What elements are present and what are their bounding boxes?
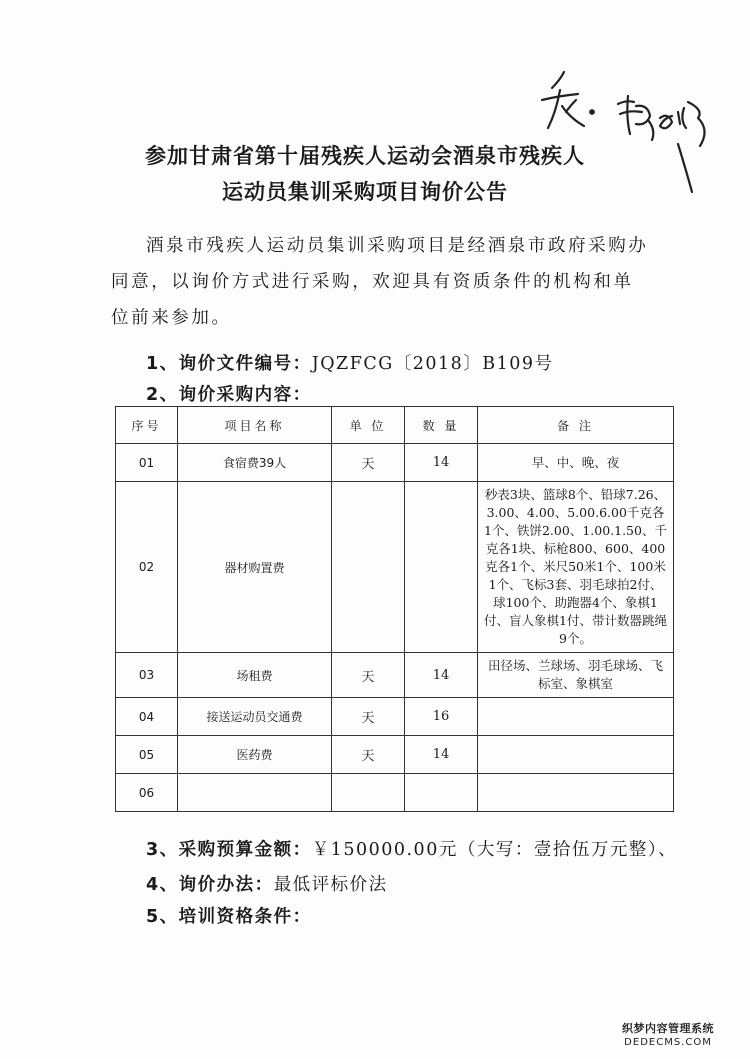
header-unit: 单 位 [332, 407, 405, 444]
cell-unit: 天 [332, 444, 405, 482]
cell-unit: 天 [332, 653, 405, 698]
header-name: 项目名称 [178, 407, 332, 444]
item-budget-amount-value: ￥150000.00元（大写：壹拾伍万元整）、 [311, 840, 678, 860]
item-budget-amount [146, 836, 677, 861]
cell-qty: 14 [405, 736, 478, 774]
procurement-table [115, 406, 674, 812]
intro-paragraph: 酒泉市残疾人运动员集训采购项目是经酒泉市政府采购办同意，以询价方式进行采购，欢迎具有资质条件的机构和单位前来参加。 [111, 236, 649, 328]
cell-unit [332, 774, 405, 812]
table-row [116, 698, 674, 736]
cell-qty: 16 [405, 698, 478, 736]
cell-unit: 天 [332, 698, 405, 736]
cell-seq: 02 [116, 482, 178, 653]
cell-note [478, 698, 674, 736]
item-procurement-content [146, 381, 312, 406]
item-inquiry-method [146, 871, 388, 896]
cell-seq: 01 [116, 444, 178, 482]
table-row [116, 444, 674, 482]
table-row [116, 653, 674, 698]
table-header-row [116, 407, 674, 444]
item-inquiry-number [146, 350, 554, 375]
cell-name: 医药费 [178, 736, 332, 774]
document-title-line1: 参加甘肃省第十届残疾人运动会酒泉市残疾人 [145, 144, 585, 168]
cell-seq: 04 [116, 698, 178, 736]
header-qty: 数 量 [405, 407, 478, 444]
cell-unit: 天 [332, 736, 405, 774]
cell-qty [405, 482, 478, 653]
item-inquiry-number-label: 1、询价文件编号： [146, 354, 312, 374]
watermark-line2: DEDECMS.COM [624, 1037, 712, 1048]
cell-qty [405, 774, 478, 812]
cell-name: 接送运动员交通费 [178, 698, 332, 736]
cell-note: 田径场、兰球场、羽毛球场、飞标室、象棋室 [478, 653, 674, 698]
item-inquiry-number-value: JQZFCG〔2018〕B109号 [311, 354, 554, 374]
cell-seq: 06 [116, 774, 178, 812]
cell-name [178, 774, 332, 812]
item-inquiry-method-value: 最低评标价法 [273, 875, 388, 895]
cell-name: 食宿费39人 [178, 444, 332, 482]
cell-qty: 14 [405, 653, 478, 698]
cell-name: 场租费 [178, 653, 332, 698]
document-title-line2: 运动员集训采购项目询价公告 [222, 180, 508, 204]
watermark-line1: 织梦内容管理系统 [622, 1022, 714, 1035]
cell-note [478, 736, 674, 774]
item-training-qualification-label: 5、培训资格条件： [146, 907, 312, 927]
item-budget-amount-label: 3、采购预算金额： [146, 840, 312, 860]
cell-qty: 14 [405, 444, 478, 482]
cell-note [478, 774, 674, 812]
cell-name: 器材购置费 [178, 482, 332, 653]
header-note: 备 注 [478, 407, 674, 444]
cell-note: 秒表3块、篮球8个、铅球7.26、3.00、4.00、5.00.6.00千克各1个、铁饼2.00、1.00.1.50、千克各1块、标枪800、600、400克各1个、米尺50米1个、100米1个、飞标3套、羽毛球拍2付、球100个、助跑器4个、象棋1付、盲人象棋1付、带计数器跳绳9个。 [478, 482, 674, 653]
header-seq: 序号 [116, 407, 178, 444]
site-watermark [622, 1022, 714, 1050]
cell-unit [332, 482, 405, 653]
table-row [116, 482, 674, 653]
cell-seq: 05 [116, 736, 178, 774]
table-row [116, 774, 674, 812]
cell-note: 早、中、晚、夜 [478, 444, 674, 482]
cell-seq: 03 [116, 653, 178, 698]
item-training-qualification [146, 903, 312, 928]
table-row [116, 736, 674, 774]
item-procurement-content-label: 2、询价采购内容： [146, 385, 312, 405]
item-inquiry-method-label: 4、询价办法： [146, 875, 274, 895]
